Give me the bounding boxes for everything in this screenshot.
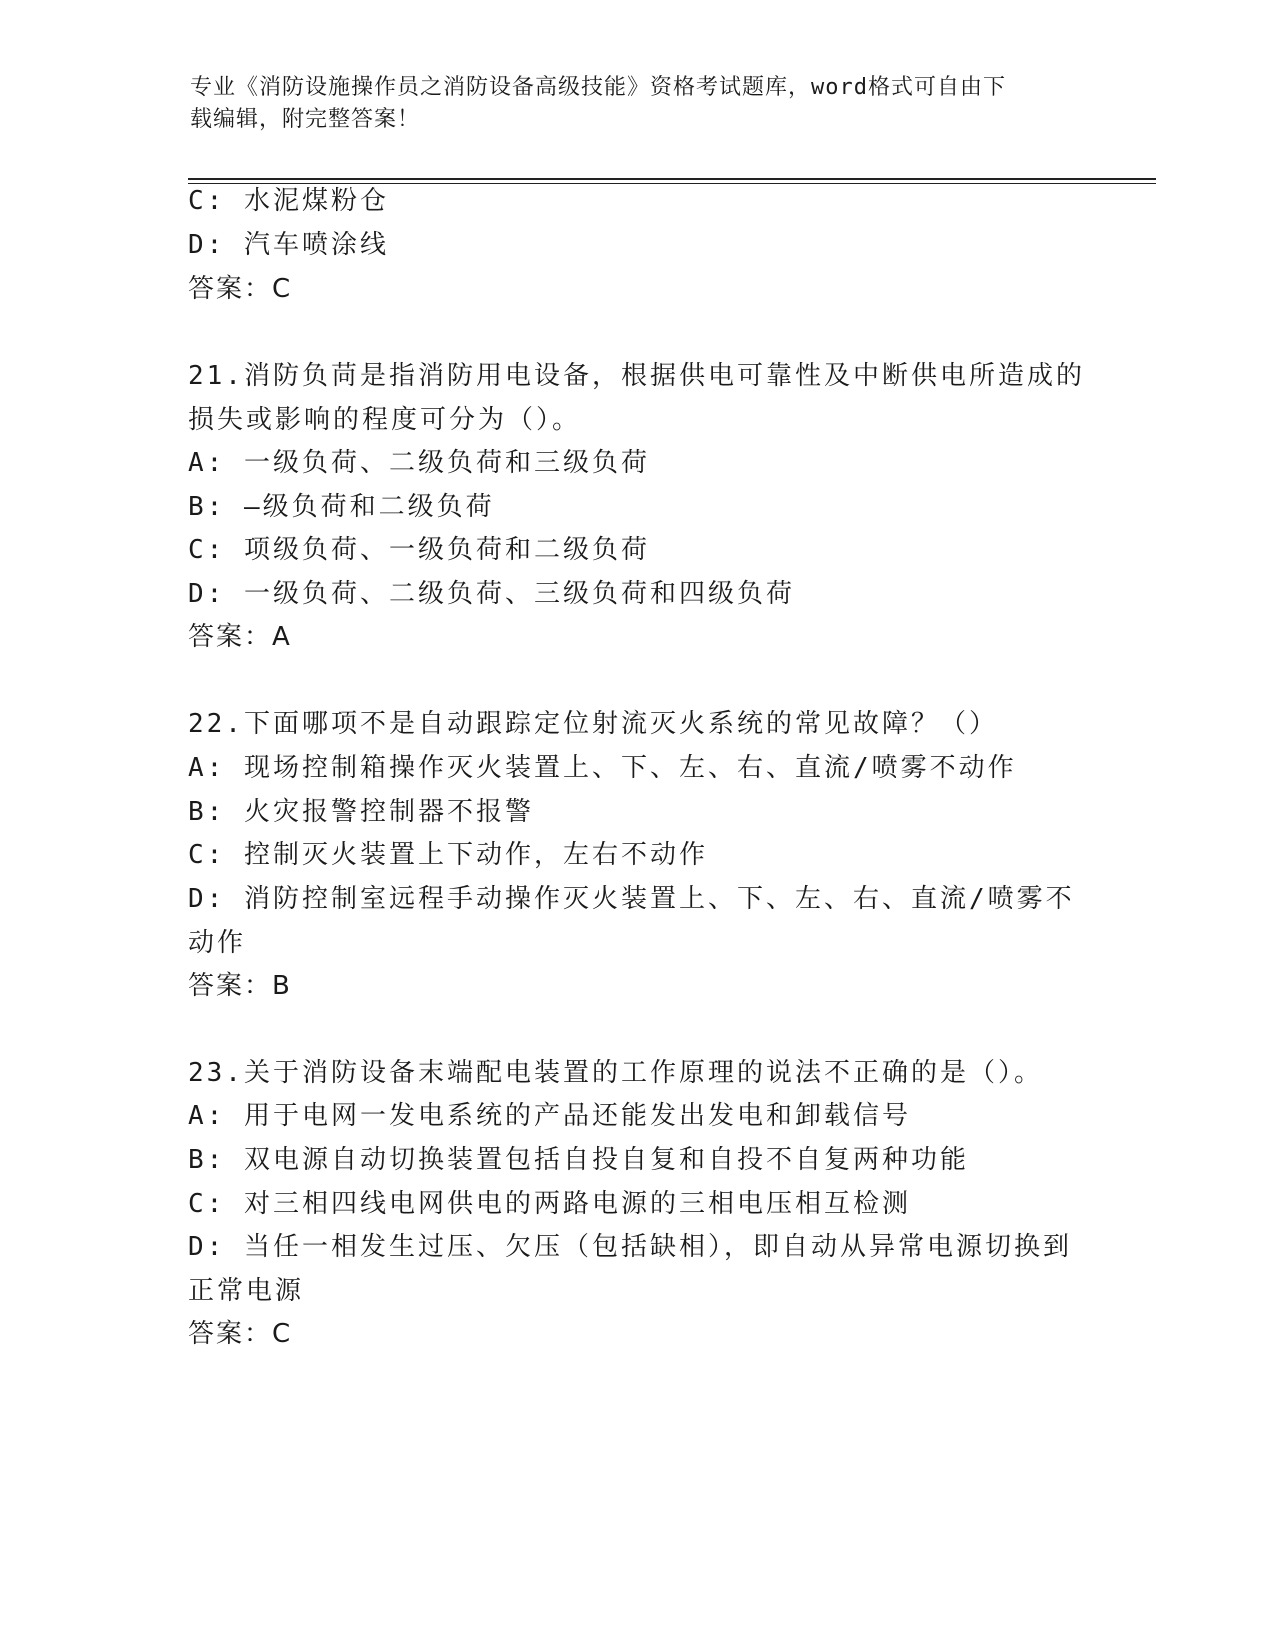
question-stem: 22.下面哪项不是自动跟踪定位射流灭火系统的常见故障？（） xyxy=(188,709,998,739)
option-a: A: 现场控制箱操作灭火装置上、下、左、右、直流/喷雾不动作 xyxy=(188,753,1017,783)
question-stem: 21.消防负苘是指消防用电设备，根据供电可靠性及中断供电所造成的 xyxy=(188,361,1085,391)
option-d-continued: 动作 xyxy=(188,928,247,958)
question-stem-continued: 损失或影响的程度可分为（）。 xyxy=(188,405,582,435)
answer: 答案：B xyxy=(188,971,292,1001)
answer: 答案：C xyxy=(188,1319,293,1349)
option-d: D: 当任一相发生过压、欠压（包括缺相），即自动从异常电源切换到 xyxy=(188,1232,1072,1262)
option-c: C: 项级负荷、一级负荷和二级负荷 xyxy=(188,535,650,565)
question-stem: 23.关于消防设备末端配电装置的工作原理的说法不正确的是（）。 xyxy=(188,1058,1043,1088)
option-b: B: —级负荷和二级负荷 xyxy=(188,492,495,522)
option-d: D: 汽车喷涂线 xyxy=(188,230,389,260)
option-d-continued: 正常电源 xyxy=(188,1276,305,1306)
option-d: D: 一级负荷、二级负荷、三级负荷和四级负荷 xyxy=(188,579,795,609)
option-b: B: 火灾报警控制器不报警 xyxy=(188,797,534,827)
option-d: D: 消防控制室远程手动操作灭火装置上、下、左、右、直流/喷雾不 xyxy=(188,884,1075,914)
answer: 答案：C xyxy=(188,274,293,304)
answer: 答案：A xyxy=(188,622,292,652)
document-header xyxy=(190,72,1070,136)
option-c: C: 对三相四线电网供电的两路电源的三相电压相互检测 xyxy=(188,1189,911,1219)
header-line-1: 专业《消防设施操作员之消防设备高级技能》资格考试题库，word格式可自由下 xyxy=(190,75,1006,100)
option-a: A: 一级负荷、二级负荷和三级负荷 xyxy=(188,448,650,478)
option-c: C: 水泥煤粉仓 xyxy=(188,186,389,216)
option-b: B: 双电源自动切换装置包括自投自复和自投不自复两种功能 xyxy=(188,1145,969,1175)
option-c: C: 控制灭火装置上下动作，左右不动作 xyxy=(188,840,708,870)
header-line-2: 载编辑，附完整答案！ xyxy=(190,107,421,132)
option-a: A: 用于电网一发电系统的产品还能发出发电和卸载信号 xyxy=(188,1101,911,1131)
